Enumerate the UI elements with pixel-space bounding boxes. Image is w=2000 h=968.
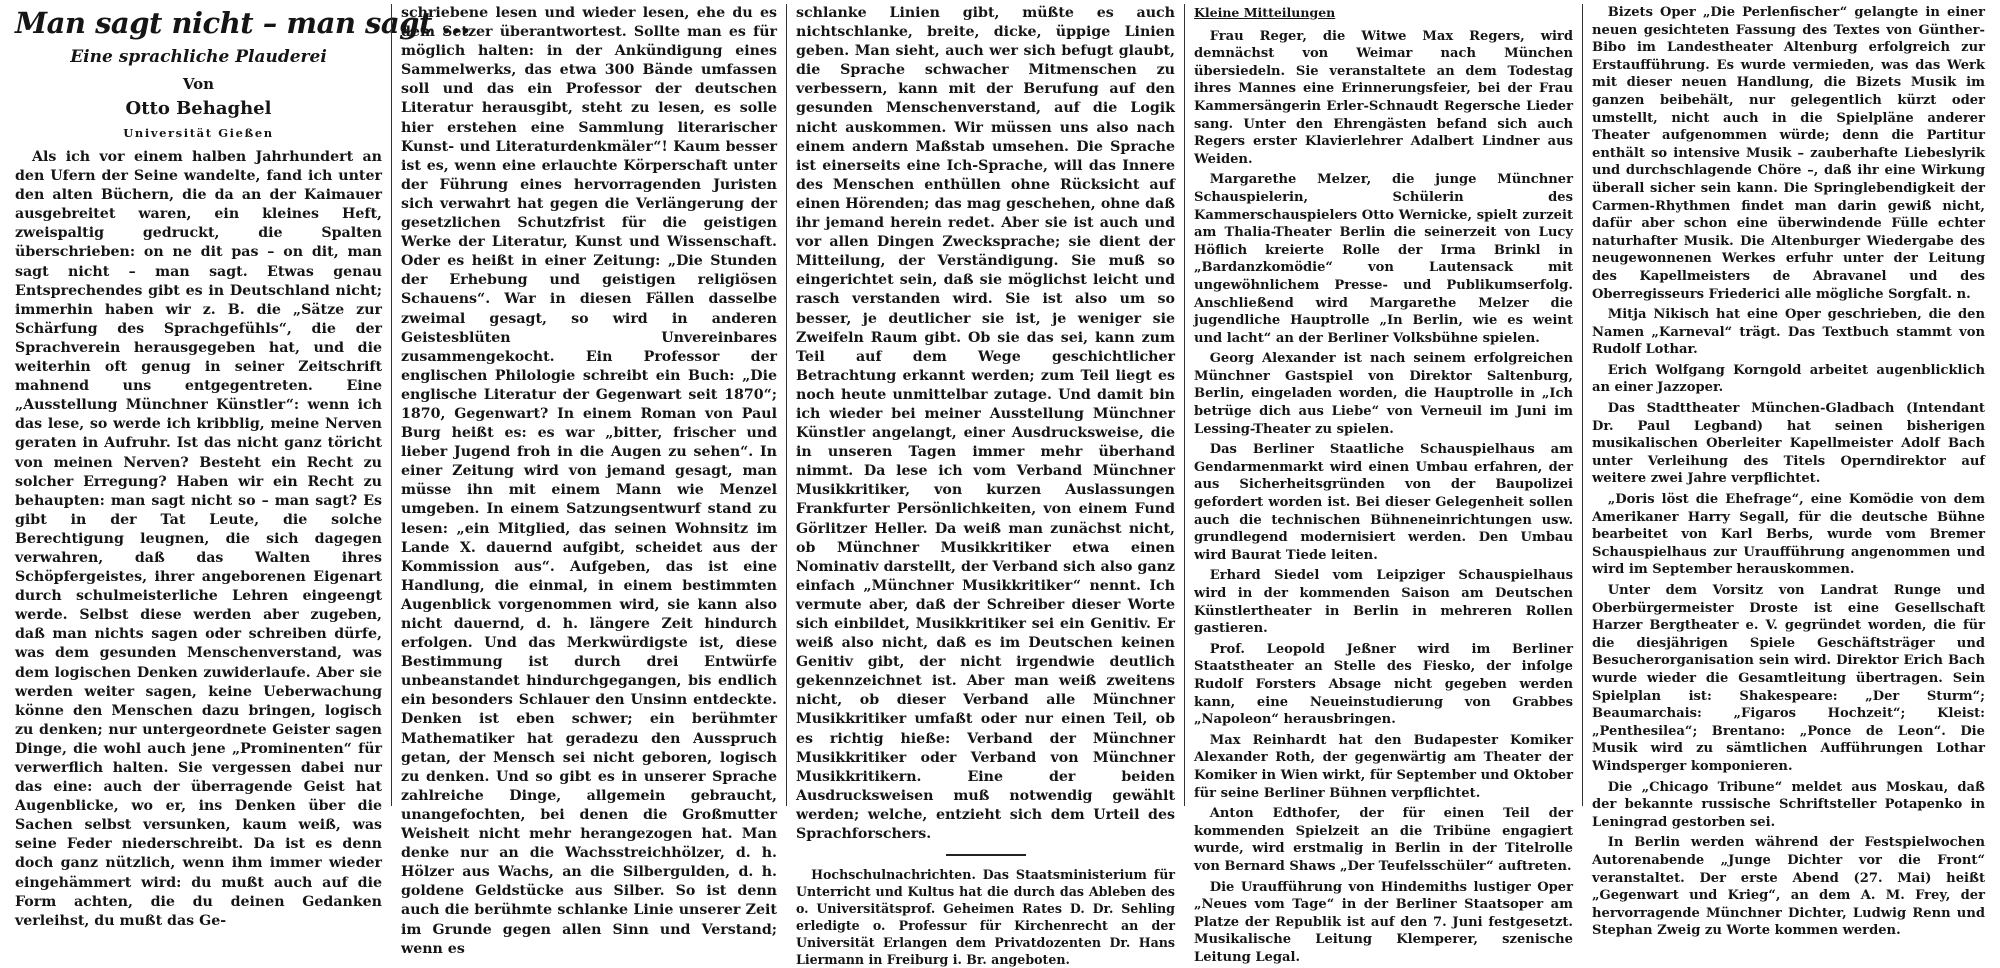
news-item: Das Berliner Staatliche Schauspielhaus am Gendarmenmarkt wird einen Umbau erfahren, der aus Sicherheitsgründen von der Baupolizei gefordert worden ist. Bei dieser Gelegenheit sollen auch die technischen Bühneneinrichtungen usw. grundlegend modernisiert werden. Den Umbau wird Baurat Tiede leiten.: [1194, 442, 1573, 563]
article-paragraph: schlanke Linien gibt, müßte es auch nichtschlanke, breite, dicke, üppige Linien geben. Man sieht, auch wer sich befugt glaubt, die Sprache schwacher Mitmenschen zu verbessern, kann mit der Berufung auf den gesunden Menschenverstand, auf die Logik nicht auskommen. Wir müssen uns also nach einem andern Maßstab umsehen. Die Sprache ist einerseits eine Ich-Sprache, will das Innere des Menschen enthüllen ohne Rücksicht auf einen Hörenden; das mag geschehen, ohne daß ihr jemand herein redet. Aber sie ist auch und vor allen Dingen Zwecksprache; sie dient der Mitteilung, der Verständigung. Sie muß so eingerichtet sein, daß sie möglichst leicht und rasch verstanden wird. Sie ist also um so besser, je deutlicher sie ist, je weniger sie Zweifeln Raum gibt. Ob sie das sei, kann zum Teil auf dem Wege geschichtlicher Betrachtung erkannt werden; zum Teil liegt es noch heute unmittelbar zutage. Und damit bin ich wieder bei meiner Ausstellung Münchner Künstler angelangt, einer Ausdrucksweise, die in unseren Tagen immer mehr überhand nimmt. Da lese ich vom Verband Münchner Musikkritiker, von kurzen Auslassungen Frankfurter Persönlichkeiten, von einem Fund Görlitzer Heller. Da weiß man zunächst nicht, ob Münchner Musikkritiker etwa einen Nominativ darstellt, der Verband sich also ganz einfach „Münchner Musikkritiker“ nennt. Ich vermute aber, daß der Schreiber dieser Worte sich einbildet, Musikkritiker sei ein Genitiv. Er weiß also nicht, daß es im Deutschen keinen Genitiv gibt, der nicht irgendwie deutlich gekennzeichnet ist. Aber man weiß zweitens nicht, ob dieser Verband alle Münchner Musikkritiker umfaßt oder nur einen Teil, ob es richtig hieße: Verband der Münchner Musikkritiker oder Verband von Münchner Musikkritikern. Eine der beiden Ausdrucksweisen muß notwendig gewählt werden; welche, entzieht sich dem Urteil des Sprachforschers.: [796, 5, 1175, 843]
news-item: Erich Wolfgang Korngold arbeitet augenblicklich an einer Jazzoper.: [1592, 362, 1985, 396]
news-item: Bizets Oper „Die Perlenfischer“ gelangte in einer neuen gesichteten Fassung des Textes von Günther-Bibo im Landestheater Altenburg erfolgreich zur Erstaufführung. Es wurde vermieden, was das Werk mit dieser neuen Handlung, die Bizets Musik im ganzen beibehält, nur gelegentlich kürzt oder umstellt, nicht auch in die Spielpläne anderer Theater aufgenommen würde; denn die Partitur enthält so intensive Musik – zauberhafte Liebeslyrik und durchschlagende Chöre –, daß ihr eine Wirkung überall sicher sein kann. Die Springlebendigkeit der Carmen-Rhythmen findet man darin gewiß nicht, dafür aber schon eine überwindende Fülle echter naturhafter Musik. Die Altenburger Wiedergabe des neugewonnenen Werkes erfuhr unter der Leitung des Kapellmeisters de Abravanel und des Oberregisseurs Friederici alle mögliche Sorgfalt. n.: [1592, 5, 1985, 302]
news-item: In Berlin werden während der Festspielwochen Autorenabende „Junge Dichter vor die Front“ veranstaltet. Der erste Abend (27. Mai) heißt „Gegenwart und Krieg“, an dem A. M. Frey, der hervorragende Münchner Dichter, Ludwig Renn und Stephan Zweig zu Worte kommen werden.: [1592, 835, 1985, 939]
article-column-1: [6, 4, 471, 929]
hochschul-nachrichten: Hochschulnachrichten. Das Staatsministerium für Unterricht und Kultus hat die durch das Ableben des o. Universitätsprof. Geheimen Rates D. Dr. Sehling erledigte o. Professur für Kirchenrecht an der Universität Erlangen dem Privatdozenten Dr. Hans Liermann in Freiburg i. Br. angeboten.: [796, 867, 1175, 968]
article-paragraph: Als ich vor einem halben Jahrhundert an den Ufern der Seine wandelte, fand ich unter den alten Büchern, die da an der Kaimauer ausgebreitet waren, ein kleines Heft, zweispaltig gedruckt, die Spalten überschrieben: on ne dit pas – on dit, man sagt nicht – man sagt. Etwas genau Entsprechendes gibt es in Deutschland nicht; immerhin haben wir z. B. die „Sätze zur Schärfung des Sprachgefühls“, die der Sprachverein herausgegeben hat, und die weiterhin oft genug in seiner Zeitschrift mahnend uns entgegentreten. Eine „Ausstellung Münchner Künstler“: wenn ich das lese, so werde ich kribblig, meine Nerven geraten in Aufruhr. Ist das nicht ganz töricht von meinen Nerven? Besteht ein Recht zu solcher Erregung? Haben wir ein Recht zu behaupten: man sagt nicht so – man sagt? Es gibt in der Tat Leute, die solche Berechtigung leugnen, die sich dagegen verwahren, daß das Walten ihres Schöpfergeistes, ihrer angeborenen Eigenart durch schulmeisterliche Lehren eingeengt werde. Selbst diese werden aber zugeben, daß man nichts sagen oder schreiben dürfe, was dem gesunden Menschenverstand, was dem logischen Denken zuwiderlaufe. Aber sie werden weiter sagen, keine Ueberwachung könne den Menschen dazu bringen, logisch zu denken; nur untergeordnete Geister sagen Dinge, die wohl auch jene „Prominenten“ für verwerflich halten. Sie vergessen dabei nur das eine: auch der überragende Geist hat Augenblicke, wo er, ins Denken über die Sachen selbst versunken, kaum weiß, was seine Feder niederschreibt. Da ist es denn doch ganz nützlich, wenn ihm immer wieder eingehämmert wird: du mußt auch auf die Form achten, die du deinen Gedanken verleihst, du mußt das Ge-: [15, 149, 382, 929]
column-divider-rule: [946, 854, 1026, 856]
news-item: Erhard Siedel vom Leipziger Schauspielhaus wird in der kommenden Saison am Deutschen Künstlertheater in Berlin in mehreren Rollen gastieren.: [1194, 568, 1573, 637]
news-item: „Doris löst die Ehefrage“, eine Komödie von dem Amerikaner Harry Segall, für die deutsche Bühne bearbeitet von Karl Berbs, wurde vom Bremer Schauspielhaus zur Uraufführung angenommen und wird im September herauskommen.: [1592, 492, 1985, 578]
news-item: Mitja Nikisch hat eine Oper geschrieben, die den Namen „Karneval“ trägt. Das Textbuch stammt von Rudolf Lothar.: [1592, 307, 1985, 358]
news-item: Margarethe Melzer, die junge Münchner Schauspielerin, Schülerin des Kammerschauspielers Otto Wernicke, spielt zurzeit am Thalia-Theater Berlin die seinerzeit von Lucy Höflich kreierte Rolle der Irma Brinkl in „Bardanzkomödie“ von Lautensack mit ungewöhnlichem Presse- und Publikumserfolg. Anschließend wird Margarethe Melzer die jugendliche Hauptrolle „In Berlin, wie es weint und lacht“ an der Berliner Volksbühne spielen.: [1194, 172, 1573, 346]
byline-von: Von: [182, 75, 215, 93]
mitteilungen-column-1: [1184, 4, 1582, 965]
article-column-3: [786, 4, 1184, 968]
mitteilungen-column-2: [1582, 4, 1994, 939]
news-item: Georg Alexander ist nach seinem erfolgreichen Münchner Gastspiel von Direktor Saltenburg, Berlin, eingeladen worden, die Hauptrolle in „Ich betrüge dich aus Liebe“ von Verneuil im Juni im Lessing-Theater zu spielen.: [1194, 351, 1573, 437]
news-item: Prof. Leopold Jeßner wird im Berliner Staatstheater an Stelle des Fiesko, der infolge Rudolf Forsters Absage nicht gegeben werden kann, eine Neueinstudierung von Grabbes „Napoleon“ herausbringen.: [1194, 641, 1573, 728]
news-item: Die Uraufführung von Hindemiths lustiger Oper „Neues vom Tage“ in der Berliner Staatsoper am Platze der Republik ist auf den 7. Juni festgesetzt. Musikalische Leitung Klemperer, szenische Leitung Legal.: [1194, 879, 1573, 965]
article-author: Otto Behaghel: [125, 98, 272, 119]
section-heading: Kleine Mitteilungen: [1194, 5, 1336, 20]
article-subtitle: Eine sprachliche Plauderei: [70, 47, 327, 67]
news-item: Unter dem Vorsitz von Landrat Runge und Oberbürgermeister Droste ist eine Gesellschaft Harzer Bergtheater e. V. gegründet worden, die für die diesjährigen Spiele Geschäftsträger und Besucherorganisation sein wird. Direktor Erich Bach wurde wieder die Gesamtleitung übertragen. Sein Spielplan ist: Shakespeare: „Der Sturm“; Beaumarchais: „Figaros Hochzeit“; Kleist: „Penthesilea“; Brentano: „Ponce de Leon“. Die Musik wird zu sämtlichen Aufführungen Lothar Windsperger komponieren.: [1592, 583, 1985, 774]
news-item: Anton Edthofer, der für einen Teil der kommenden Spielzeit an die Tribüne engagiert wurde, wird erstmalig in Berlin in der Titelrolle von Bernard Shaws „Der Teufelsschüler“ auftreten.: [1194, 806, 1573, 874]
article-column-2: [391, 4, 786, 957]
author-affiliation: Universität Gießen: [123, 126, 274, 140]
news-item: Das Stadttheater München-Gladbach (Intendant Dr. Paul Legband) hat seinen bisherigen musikalischen Oberleiter Kapellmeister Adolf Bach unter Verleihung des Titels Operndirektor auf weitere zwei Jahre verpflichtet.: [1592, 401, 1985, 487]
article-headline: Man sagt nicht – man sagt ...: [15, 6, 471, 40]
news-item: Die „Chicago Tribune“ meldet aus Moskau, daß der bekannte russische Schriftsteller Potapenko in Leningrad gestorben sei.: [1592, 779, 1985, 830]
news-item: Max Reinhardt hat den Budapester Komiker Alexander Roth, der gegenwärtig am Theater der Komiker in Wien wirkt, für September und Oktober für seine Berliner Bühnen verpflichtet.: [1194, 732, 1573, 801]
news-item: Frau Reger, die Witwe Max Regers, wird demnächst von Weimar nach München übersiedeln. Sie veranstaltete an dem Todestag ihres Mannes eine Erinnerungsfeier, bei der Frau Kammersängerin Erler-Schnaudt Regersche Lieder sang. Unter den Ehrengästen befand sich auch Regers erster Klavierlehrer Adalbert Lindner aus Weiden.: [1194, 28, 1573, 167]
article-paragraph: schriebene lesen und wieder lesen, ehe du es dem Setzer überantwortest. Sollte man es für möglich halten: in der Ankündigung eines Sammelwerks, das etwa 300 Bände umfassen soll und das ein Professor der deutschen Literatur herausgibt, steht zu lesen, es solle hier erstehen eine Sammlung literarischer Kunst- und Literaturdenkmäler“! Kaum besser ist es, wenn eine erlauchte Körperschaft unter der Führung eines hervorragenden Juristen sich verwahrt hat gegen die Verlängerung der gesetzlichen Schutzfrist für die geistigen Werke der Literatur, Kunst und Wissenschaft. Oder es heißt in einer Zeitung: „Die Stunden der Erhebung und geistigen religiösen Schauens“. War in diesen Fällen dasselbe zweimal gesagt, so wird in anderen Geistesblüten Unvereinbares zusammengekocht. Ein Professor der englischen Philologie schreibt ein Buch: „Die englische Literatur der Gegenwart seit 1870“; 1870, Gegenwart? In einem Roman von Paul Burg heißt es: es war „bitter, frischer und lieber Jugend froh in die Augen zu sehen“. In einer Zeitung wird von jemand gesagt, man müsse ihn mit einem Mann wie Menzel umgeben. In einem Satzungsentwurf stand zu lesen: „ein Mitglied, das seinen Wohnsitz im Lande X. dauernd aufgibt, scheidet aus der Kommission aus“. Aufgeben, das ist eine Handlung, die einmal, in einem bestimmten Augenblick vorgenommen wird, sie kann also nicht dauernd, d. h. längere Zeit hindurch erfolgen. Und das Merkwürdigste ist, diese Bestimmung ist durch drei Entwürfe unbeanstandet hindurchgegangen, bis endlich ein besonders Schlauer den Unsinn entdeckte. Denken ist eben schwer; ein berühmter Mathematiker hat geradezu den Ausspruch getan, der Mensch sei nicht geboren, logisch zu denken. Und so gibt es in unserer Sprache zahlreiche Dinge, allgemein gebraucht, unangefochten, bei denen die Großmutter Weisheit nicht mehr herangezogen hat. Man denke nur an die Wachsstreichhölzer, d. h. Hölzer aus Wachs, an die Silbergulden, d. h. goldene Geldstücke aus Silber. So ist denn auch die berühmte schlanke Linie unserer Zeit im Grunde gegen allen Sinn und Verstand; wenn es: [401, 5, 777, 957]
